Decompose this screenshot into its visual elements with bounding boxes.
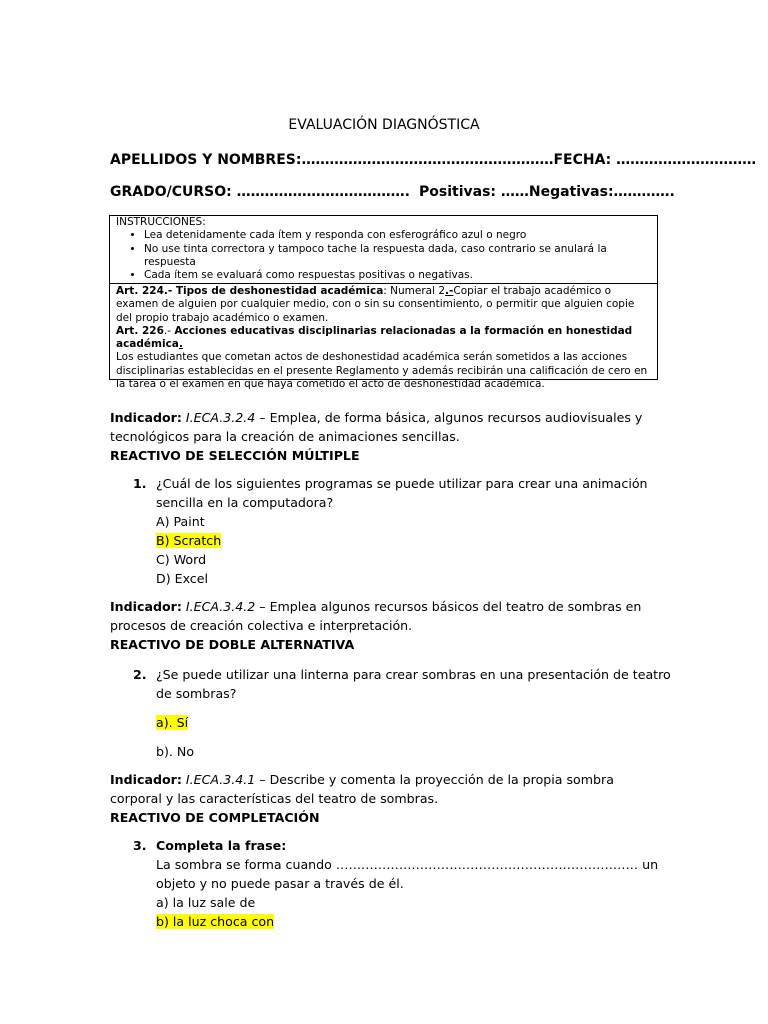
reactivo-heading-1: REACTIVO DE SELECCIÓN MÚLTIPLE <box>110 448 360 463</box>
reactivo-heading-2: REACTIVO DE DOBLE ALTERNATIVA <box>110 637 355 652</box>
article-224-text: Copiar el trabajo académico o examen de alguien por cualquier medio, con o sin su consentimiento, o permitir que alguien copie del propio trabajo académico o examen. <box>116 285 635 324</box>
option-a <box>133 713 673 732</box>
question-text: ¿Se puede utilizar una linterna para crear sombras en una presentación de teatro de sombras? <box>156 667 671 701</box>
question-1 <box>133 474 673 588</box>
article-224-numeral: : Numeral 2 <box>383 285 446 297</box>
question-number: 2. <box>133 667 147 682</box>
indicator-label: Indicador: <box>110 772 182 787</box>
article-226-dash: .- <box>163 324 175 337</box>
article-226-label: Art. 226 <box>116 324 164 337</box>
grade-line: GRADO/CURSO: ………………………………. <box>110 184 410 200</box>
question-text: La sombra se forma cuando ……………………………………………………………… un objeto y no puede pasar a través de él. <box>156 857 659 891</box>
indicator-label: Indicador: <box>110 599 182 614</box>
indicator-text: – Describe y comenta la proyección de la propia sombra corporal y las características del teatro de sombras. <box>110 772 614 806</box>
page-title: EVALUACIÓN DIAGNÓSTICA <box>288 117 480 133</box>
indicator-code: I.ECA.3.4.2 <box>185 599 256 614</box>
option-c: C) Word <box>156 552 207 567</box>
reactivo-heading-3: REACTIVO DE COMPLETACIÓN <box>110 810 320 825</box>
question-number: 3. <box>133 838 147 853</box>
question-title: Completa la frase: <box>156 838 287 853</box>
question-3 <box>133 836 673 931</box>
option-b: b). No <box>156 744 195 759</box>
option-b <box>156 912 673 931</box>
indicator-code: I.ECA.3.2.4 <box>185 410 256 425</box>
score-line: Positivas: ……Negativas:…………. <box>419 184 675 200</box>
highlighted-answer: b) la luz choca con <box>156 914 275 929</box>
highlighted-answer: a). Sí <box>156 715 189 730</box>
indicator-3 <box>110 770 660 808</box>
instruction-item: • No use tinta correctora y tampoco tache la respuesta dada, caso contrario se anulará la respuesta <box>144 243 651 270</box>
article-226-text: Los estudiantes que cometan actos de deshonestidad académica serán sometidos a las acciones disciplinarias establecidas en el presente Reglamento y además recibirán una calificación de cero en la tarea o el examen en que haya cometido el acto de deshonestidad académica. <box>116 351 648 391</box>
instruction-item: • Cada ítem se evaluará como respuestas positivas o negativas. <box>144 269 651 282</box>
option-d: D) Excel <box>156 571 208 586</box>
indicator-1 <box>110 408 660 446</box>
instructions-box <box>109 215 658 284</box>
question-text: ¿Cuál de los siguientes programas se puede utilizar para crear una animación sencilla en la computadora? <box>156 476 648 510</box>
names-date-line: APELLIDOS Y NOMBRES:………………………………………………FECHA: ………………………… <box>110 152 757 168</box>
article-224-separator: .- <box>445 285 454 297</box>
question-number: 1. <box>133 476 147 491</box>
indicator-2 <box>110 597 660 635</box>
article-224-label: Art. 224.- Tipos de deshonestidad académica <box>116 285 384 297</box>
highlighted-answer: B) Scratch <box>156 533 222 548</box>
indicator-label: Indicador: <box>110 410 182 425</box>
instruction-item: • Lea detenidamente cada ítem y responda con esferográfico azul o negro <box>144 229 651 242</box>
option-a: A) Paint <box>156 514 205 529</box>
indicator-text: – Emplea algunos recursos básicos del teatro de sombras en procesos de creación colectiva e interpretación. <box>110 599 642 633</box>
indicator-text: – Emplea, de forma básica, algunos recursos audiovisuales y tecnológicos para la creación de animaciones sencillas. <box>110 410 643 444</box>
article-226-title: Acciones educativas disciplinarias relacionadas a la formación en honestidad académica <box>116 324 633 351</box>
article-226-dot: . <box>178 338 183 351</box>
articles-box <box>109 283 658 391</box>
indicator-code: I.ECA.3.4.1 <box>185 772 256 787</box>
instructions-heading: INSTRUCCIONES: <box>116 216 206 228</box>
question-2 <box>133 665 673 703</box>
instructions-list <box>116 229 651 282</box>
article-224 <box>116 285 651 325</box>
article-226 <box>116 325 651 352</box>
option-a: a) la luz sale de <box>156 895 256 910</box>
option-b <box>156 531 673 550</box>
